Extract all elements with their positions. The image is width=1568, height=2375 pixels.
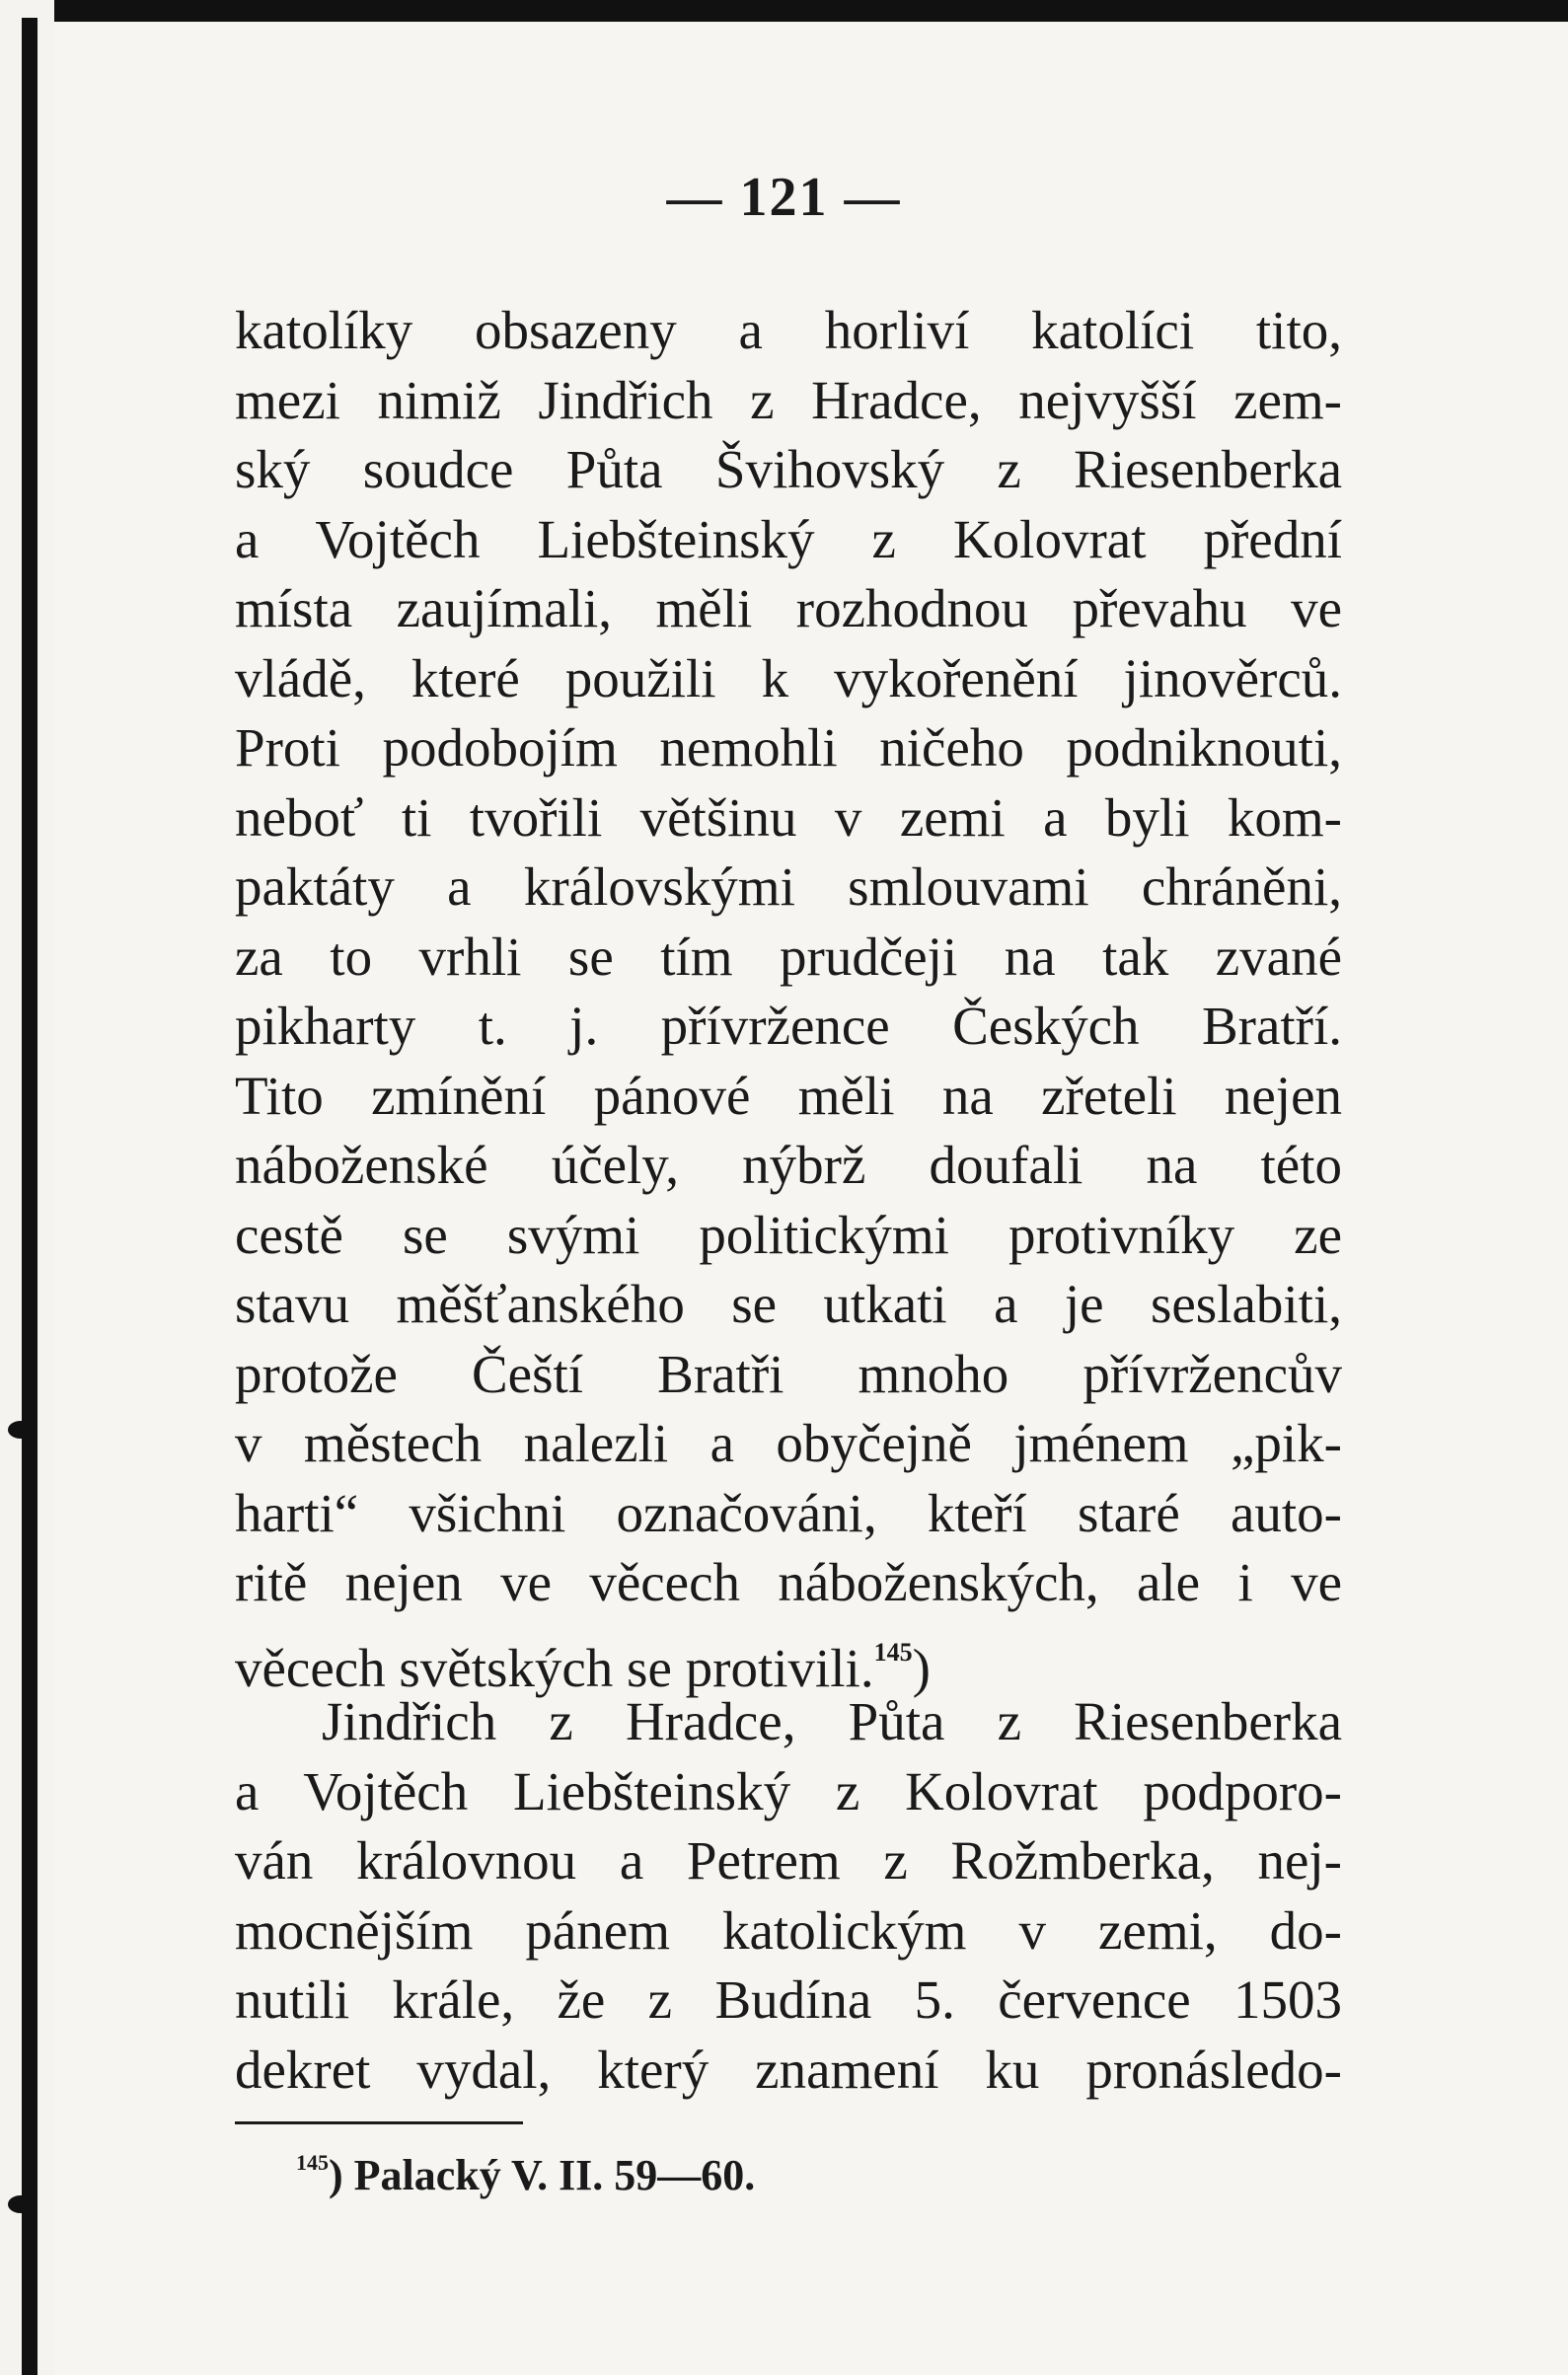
text-line: Tito zmínění pánové měli na zřeteli nejen bbox=[235, 1065, 1342, 1126]
scan-border-left bbox=[22, 18, 37, 2375]
footnote-reference: 145 bbox=[873, 1637, 913, 1667]
text-line: cestě se svými politickými protivníky ze bbox=[235, 1204, 1342, 1265]
paragraph-start-line: Jindřich z Hradce, Půta z Riesenberka bbox=[322, 1691, 1342, 1751]
footnote-marker: 145 bbox=[296, 2150, 329, 2175]
text-line: nutili krále, že z Budína 5. července 1503 bbox=[235, 1969, 1342, 2030]
text-line-suffix: v bbox=[1314, 1343, 1342, 1404]
text-line: harti“ všichni označováni, kteří staré auto- bbox=[235, 1482, 1342, 1543]
body-text bbox=[235, 296, 1342, 2105]
text-line: ván královnou a Petrem z Rožmberka, nej- bbox=[235, 1830, 1342, 1891]
text-line: katolíky obsazeny a horliví katolíci tito, bbox=[235, 300, 1342, 360]
text-line: věcech světských se protivili.$^{145}$) bbox=[235, 1637, 931, 1698]
text-line: vládě, které použili k vykořenění jinověrců. bbox=[235, 647, 1342, 708]
footnote-divider bbox=[235, 2121, 523, 2124]
text-line: a Vojtěch Liebšteinský z Kolovrat přední bbox=[235, 508, 1342, 569]
text-line: místa zaujímali, měli rozhodnou převahu ve bbox=[235, 578, 1342, 638]
text-line: neboť ti tvořili většinu v zemi a byli kom- bbox=[235, 786, 1342, 848]
text-line: v městech nalezli a obyčejně jménem „pik- bbox=[235, 1413, 1342, 1473]
footnote-text: ) Palacký V. II. 59—60. bbox=[329, 2151, 756, 2199]
text-line: ský soudce Půta Švihovský z Riesenberka bbox=[235, 439, 1342, 499]
scan-border-top bbox=[0, 0, 1568, 22]
scan-artifact-mark bbox=[8, 2195, 34, 2213]
footnote bbox=[296, 2133, 755, 2205]
scan-artifact-mark bbox=[8, 1421, 34, 1439]
text-line: stavu měšťanského se utkati a je seslabiti, bbox=[235, 1274, 1342, 1334]
text-line: ritě nejen ve věcech náboženských, ale i ve bbox=[235, 1552, 1342, 1612]
text-line: protože Čeští Bratři mnoho přívržencův bbox=[235, 1343, 1342, 1404]
text-line: mocnějším pánem katolickým v zemi, do- bbox=[235, 1899, 1342, 1961]
text-line: pikharty t. j. přívržence Českých Bratří. bbox=[235, 996, 1342, 1056]
text-line: za to vrhli se tím prudčeji na tak zvané bbox=[235, 926, 1342, 987]
text-line: paktáty a královskými smlouvami chráněni, bbox=[235, 856, 1342, 917]
text-line: dekret vydal, který znamení ku pronásledo- bbox=[235, 2039, 1342, 2100]
text-line: a Vojtěch Liebšteinský z Kolovrat podporo- bbox=[235, 1760, 1342, 1821]
page-number: — 121 — bbox=[666, 167, 902, 228]
text-line: Proti podobojím nemohli ničeho podniknouti, bbox=[235, 717, 1342, 778]
text-line: mezi nimiž Jindřich z Hradce, nejvyšší zem- bbox=[235, 369, 1342, 430]
text-line: náboženské účely, nýbrž doufali na této bbox=[235, 1135, 1342, 1195]
